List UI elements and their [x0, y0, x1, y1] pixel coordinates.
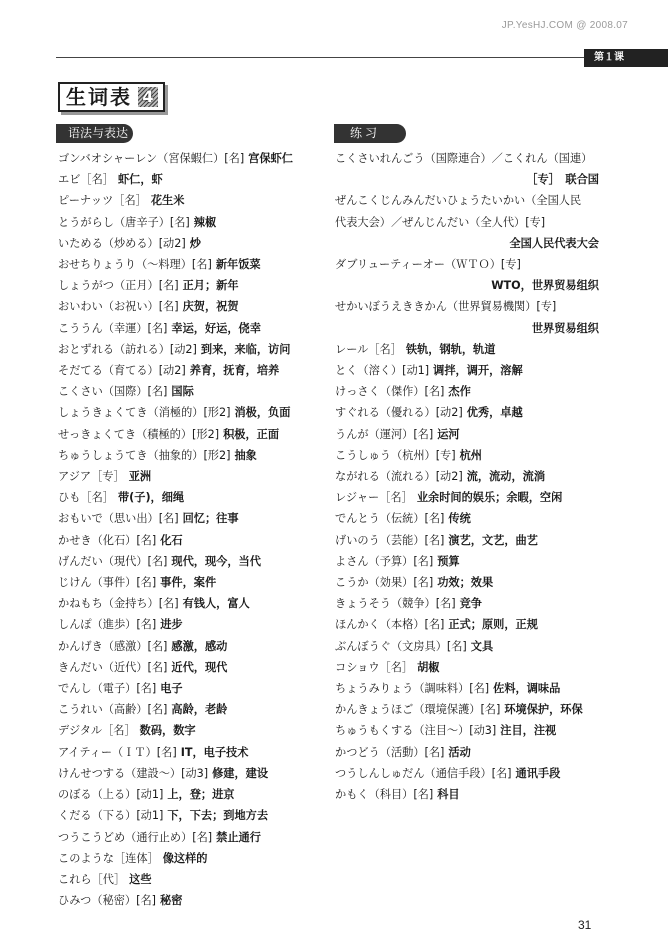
vocab-reading: かねもち（金持ち）[名] — [58, 597, 179, 611]
vocab-entry — [58, 848, 323, 869]
vocab-title-number: 4 — [138, 87, 158, 107]
vocab-reading: つうしんしゅだん（通信手段）[名] — [335, 766, 512, 780]
vocab-entry-continuation: WTO，世界贸易组织 — [491, 279, 599, 293]
vocab-meaning: 现代，现今，当代 — [171, 554, 261, 568]
vocab-meaning: 演艺，文艺，曲艺 — [448, 533, 538, 547]
vocab-entry — [58, 254, 323, 275]
vocab-meaning: 预算 — [437, 554, 460, 568]
vocab-reading: デジタル［名］ — [58, 724, 136, 738]
section-label-grammar: 语法与表达 — [56, 124, 133, 143]
vocab-entry — [58, 827, 323, 848]
vocab-entry — [58, 190, 323, 211]
vocab-meaning: IT，电子技术 — [180, 745, 249, 759]
vocab-entry — [335, 148, 599, 169]
vocab-entry — [58, 636, 323, 657]
vocab-entry — [58, 572, 323, 593]
vocab-reading: ちゅうしょうてき（抽象的）[形2] — [58, 448, 231, 462]
vocab-entry — [335, 445, 599, 466]
vocab-entry — [335, 296, 599, 317]
header-rule — [56, 57, 584, 58]
vocab-entry — [58, 424, 323, 445]
vocab-entry — [335, 551, 599, 572]
vocab-meaning: 禁止通行 — [216, 830, 261, 844]
vocab-entry — [58, 445, 323, 466]
vocab-reading: げいのう（芸能）[名] — [335, 533, 445, 547]
vocab-entry — [58, 551, 323, 572]
vocab-meaning: 进步 — [160, 618, 183, 632]
vocab-meaning: 有钱人，富人 — [182, 597, 250, 611]
vocab-entry — [58, 339, 323, 360]
vocab-entry — [58, 487, 323, 508]
vocab-entry — [335, 466, 599, 487]
vocab-reading: レジャー［名］ — [335, 491, 413, 505]
section-label-practice: 练习 — [334, 124, 406, 143]
vocab-reading: エビ［名］ — [58, 173, 114, 187]
vocab-entry — [335, 699, 599, 720]
vocab-reading: けっさく（傑作）[名] — [335, 385, 445, 399]
vocab-reading: こうれい（高齢）[名] — [58, 703, 168, 717]
vocab-entry — [335, 360, 599, 381]
vocab-meaning: 铁轨，钢轨，轨道 — [405, 342, 496, 356]
vocab-meaning: 积极，正面 — [223, 427, 280, 441]
vocab-meaning: 化石 — [160, 533, 183, 547]
vocab-entry — [335, 339, 599, 360]
vocab-reading: きょうそう（競争）[名] — [335, 597, 456, 611]
vocab-reading: のぼる（上る）[动1] — [58, 788, 164, 802]
vocab-entry — [58, 508, 323, 529]
vocab-reading: くだる（下る）[动1] — [58, 809, 164, 823]
vocab-meaning: 调拌，调开，溶解 — [433, 364, 523, 378]
vocab-entry — [335, 742, 599, 763]
vocab-reading: このような［连体］ — [58, 851, 159, 865]
vocab-entry — [58, 763, 323, 784]
vocab-reading: うんが（運河）[名] — [335, 427, 434, 441]
vocab-meaning: 正式；原则，正规 — [448, 618, 538, 632]
vocab-entry — [58, 148, 323, 169]
vocab-meaning: 流，流动，流淌 — [466, 470, 546, 484]
vocab-entry — [58, 275, 323, 296]
vocab-reading: でんし（電子）[名] — [58, 682, 157, 696]
vocab-reading: おせちりょうり（～料理）[名] — [58, 258, 212, 272]
vocab-reading: そだてる（育てる）[动2] — [58, 364, 186, 378]
vocab-meaning: 养育，抚育，培养 — [189, 364, 280, 378]
vocab-meaning: 宫保虾仁 — [248, 152, 293, 165]
vocab-entry — [58, 784, 323, 805]
vocab-entry — [335, 572, 599, 593]
vocab-entry — [58, 593, 323, 614]
vocab-meaning: 优秀，卓越 — [466, 406, 523, 420]
vocab-meaning: 数码，数字 — [139, 724, 196, 738]
vocab-reading: こうか（効果）[名] — [335, 576, 434, 590]
vocab-reading: アイティー（ＩＴ）[名] — [58, 745, 177, 759]
vocab-meaning: 胡椒 — [417, 660, 440, 674]
vocab-entry — [335, 254, 599, 275]
vocab-meaning: 竞争 — [459, 597, 482, 611]
vocab-meaning: 传统 — [448, 512, 471, 526]
vocab-reading: こくさいれんごう（国際連合）／こくれん（国連） — [335, 152, 593, 165]
vocab-reading: ひみつ（秘密）[名] — [58, 894, 157, 908]
vocab-entry — [335, 530, 599, 551]
vocab-meaning: 上，登；进京 — [167, 788, 235, 802]
vocab-entry — [335, 593, 599, 614]
vocab-meaning: 花生米 — [150, 194, 185, 208]
vocab-reading: こううん（幸運）[名] — [58, 321, 168, 335]
vocab-reading: ながれる（流れる）[动2] — [335, 470, 463, 484]
vocab-entry — [58, 466, 323, 487]
vocab-reading: こうしゅう（杭州）[专] — [335, 448, 456, 462]
vocab-meaning: 活动 — [448, 745, 471, 759]
vocab-reading: ピーナッツ［名］ — [58, 194, 147, 208]
vocab-meaning: 近代，现代 — [171, 660, 228, 674]
vocab-reading: コショウ［名］ — [335, 660, 414, 674]
vocab-meaning: 业余时间的娱乐；余暇，空闲 — [416, 491, 563, 505]
vocab-reading: レール［名］ — [335, 342, 402, 356]
page-number: 31 — [578, 918, 592, 932]
vocab-reading: かせき（化石）[名] — [58, 533, 157, 547]
vocab-reading: おもいで（思い出）[名] — [58, 512, 179, 526]
vocab-meaning: 这些 — [129, 872, 152, 886]
vocab-entry — [335, 614, 599, 635]
vocab-meaning: 消极，负面 — [234, 406, 291, 420]
vocab-entry — [58, 233, 323, 254]
vocab-meaning: 抽象 — [234, 448, 257, 462]
vocab-reading: とうがらし（唐辛子）[名] — [58, 215, 190, 229]
vocab-meaning: 炒 — [189, 236, 201, 250]
vocab-title: 生词表 — [66, 85, 132, 109]
vocab-entry-continuation: 世界贸易组织 — [531, 321, 599, 335]
vocab-meaning: 像这样的 — [162, 851, 208, 865]
vocab-reading: つうこうどめ（通行止め）[名] — [58, 830, 213, 844]
vocab-reading: ゴンバオシャーレン（宮保蝦仁）[名] — [58, 152, 245, 165]
vocab-entry — [58, 169, 323, 190]
vocab-reading: アジア［专］ — [58, 470, 125, 484]
lesson-tab: 第１课 — [584, 49, 668, 67]
vocab-meaning: 杭州 — [459, 448, 482, 462]
vocab-meaning: 科目 — [437, 788, 460, 802]
vocab-meaning: 下，下去；到地方去 — [167, 809, 269, 823]
vocab-meaning: 事件，案件 — [160, 576, 217, 590]
vocab-meaning: 佐料，调味品 — [493, 682, 561, 696]
vocab-reading: かんきょうほご（環境保護）[名] — [335, 703, 501, 717]
vocab-reading: せかいぼうえききかん（世界貿易機関）[专] — [335, 300, 557, 314]
vocab-entry — [58, 678, 323, 699]
vocab-entry — [58, 869, 323, 890]
vocab-entry — [335, 636, 599, 657]
vocab-meaning: 电子 — [160, 682, 183, 696]
vocab-meaning: 注目，注视 — [500, 724, 557, 738]
vocab-entry — [335, 720, 599, 741]
vocab-reading: せっきょくてき（積極的）[形2] — [58, 427, 220, 441]
vocab-meaning: 感激，感动 — [171, 639, 228, 653]
vocab-entry — [58, 657, 323, 678]
vocab-meaning: 辣椒 — [193, 215, 217, 229]
vocab-reading: すぐれる（優れる）[动2] — [335, 406, 463, 420]
vocab-reading: おいわい（お祝い）[名] — [58, 300, 179, 314]
vocab-meaning: 亚洲 — [128, 470, 152, 484]
vocab-meaning: 高龄，老龄 — [171, 703, 228, 717]
vocab-meaning: 国际 — [171, 385, 194, 399]
vocab-entry — [335, 190, 599, 211]
vocab-reading: ぶんぼうぐ（文房具）[名] — [335, 639, 467, 653]
vocab-meaning: 修建，建设 — [212, 766, 269, 780]
vocab-meaning: 幸运，好运，侥幸 — [171, 321, 261, 335]
vocab-meaning: 回忆；往事 — [182, 512, 239, 526]
vocab-reading: ぜんこくじんみんだいひょうたいかい（全国人民 — [335, 194, 582, 208]
vocab-entry — [58, 614, 323, 635]
vocab-entry — [335, 657, 599, 678]
vocab-meaning: 文具 — [470, 639, 494, 653]
vocab-reading: しょうがつ（正月）[名] — [58, 279, 179, 293]
vocab-reading: かんげき（感激）[名] — [58, 639, 168, 653]
vocab-entry — [335, 212, 599, 233]
vocab-reading: 代表大会）／ぜんじんだい（全人代）[专] — [335, 215, 546, 229]
watermark: JP.YesHJ.COM @ 2008.07 — [501, 20, 628, 31]
vocab-reading: ちょうみりょう（調味料）[名] — [335, 682, 490, 696]
vocab-entry — [58, 530, 323, 551]
vocab-reading: かもく（科目）[名] — [335, 788, 434, 802]
vocab-reading: しんぽ（進歩）[名] — [58, 618, 157, 632]
vocab-meaning: 秘密 — [160, 894, 183, 908]
vocab-reading: きんだい（近代）[名] — [58, 660, 168, 674]
vocab-entry — [335, 763, 599, 784]
vocab-reading: かつどう（活動）[名] — [335, 745, 445, 759]
vocab-reading: でんとう（伝統）[名] — [335, 512, 445, 526]
vocab-title-box — [58, 82, 165, 112]
vocab-reading: ほんかく（本格）[名] — [335, 618, 445, 632]
vocab-reading: こくさい（国際）[名] — [58, 385, 168, 399]
vocab-entry — [58, 890, 323, 911]
vocab-entry — [58, 699, 323, 720]
vocab-reading: いためる（炒める）[动2] — [58, 236, 186, 250]
vocab-entry — [58, 212, 323, 233]
vocab-reading: けんせつする（建設～）[动3] — [58, 766, 209, 780]
vocab-meaning: 带(子)，细绳 — [117, 491, 185, 505]
vocab-entry — [58, 805, 323, 826]
vocab-meaning: 环境保护，环保 — [504, 703, 583, 717]
vocab-meaning: 正月；新年 — [182, 279, 239, 293]
left-vocab-list — [58, 148, 323, 911]
vocab-entry — [335, 487, 599, 508]
vocab-reading: ダブリューティーオー（ＷＴＯ）[专] — [335, 258, 521, 272]
vocab-meaning: 杰作 — [448, 385, 471, 399]
vocab-reading: よさん（予算）[名] — [335, 554, 434, 568]
vocab-entry — [58, 381, 323, 402]
vocab-reading: しょうきょくてき（消極的）[形2] — [58, 406, 231, 420]
vocab-meaning: 虾仁，虾 — [117, 173, 163, 187]
vocab-meaning: 运河 — [437, 427, 460, 441]
vocab-entry — [335, 678, 599, 699]
vocab-entry — [335, 381, 599, 402]
vocab-reading: おとずれる（訪れる）[动2] — [58, 342, 197, 356]
vocab-reading: これら［代］ — [58, 872, 126, 886]
vocab-entry — [335, 784, 599, 805]
vocab-reading: とく（溶く）[动1] — [335, 364, 430, 378]
vocab-entry — [58, 402, 323, 423]
vocab-entry — [58, 360, 323, 381]
vocab-reading: ひも［名］ — [58, 491, 114, 505]
vocab-entry-continuation: ［专］ 联合国 — [526, 173, 599, 187]
vocab-meaning: 功效；效果 — [437, 576, 494, 590]
vocab-meaning: 庆贺，祝贺 — [182, 300, 239, 314]
vocab-meaning: 新年饭菜 — [215, 258, 261, 272]
vocab-meaning: 通讯手段 — [515, 766, 561, 780]
vocab-entry — [58, 296, 323, 317]
vocab-reading: げんだい（現代）[名] — [58, 554, 168, 568]
vocab-entry — [58, 742, 323, 763]
vocab-reading: ちゅうもくする（注目～）[动3] — [335, 724, 497, 738]
right-vocab-list — [335, 148, 599, 805]
vocab-reading: じけん（事件）[名] — [58, 576, 157, 590]
vocab-entry — [58, 318, 323, 339]
vocab-meaning: 到来，来临，访问 — [200, 342, 291, 356]
vocab-entry-continuation: 全国人民代表大会 — [509, 236, 599, 250]
vocab-entry — [58, 720, 323, 741]
vocab-entry — [335, 508, 599, 529]
vocab-entry — [335, 402, 599, 423]
vocab-entry — [335, 424, 599, 445]
